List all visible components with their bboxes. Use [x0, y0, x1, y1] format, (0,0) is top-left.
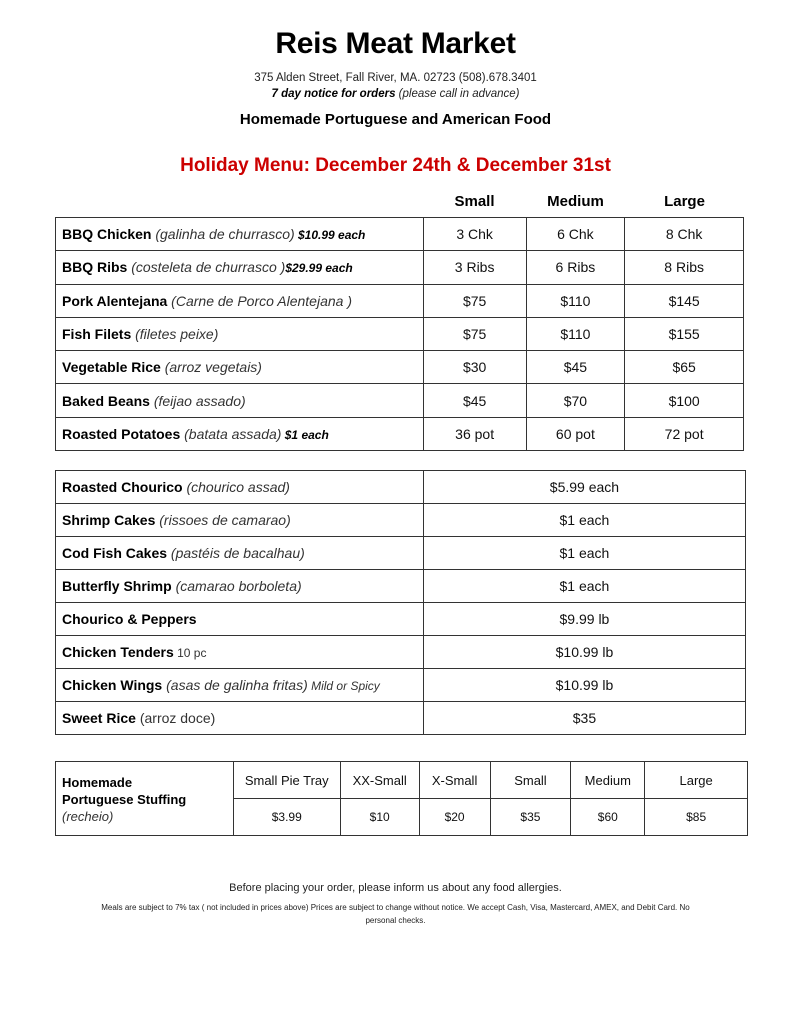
medium-value: 6 Ribs [526, 251, 625, 284]
item-name: Roasted Chourico [62, 479, 183, 495]
stuffing-translation: (recheio) [62, 809, 114, 824]
item-translation: (costeleta de churrasco ) [127, 259, 286, 276]
menu-row [56, 417, 744, 450]
stuffing-price: $10 [340, 799, 419, 836]
large-value: 72 pot [625, 417, 744, 450]
item-price: $1 each [423, 504, 745, 537]
stuffing-table [55, 761, 748, 836]
item-name: Baked Beans [62, 392, 150, 409]
menu-row [56, 251, 744, 284]
item-translation: (camarao borboleta) [171, 578, 302, 594]
medium-value: $70 [526, 384, 625, 417]
extras-menu-table [55, 470, 746, 735]
item-cell [56, 537, 424, 570]
terms-notice: Meals are subject to 7% tax ( not included in prices above) Prices are subject to change without notice. We accept Cash, Visa, Mastercard, AMEX, and Debit Card. No personal checks. [101, 903, 690, 925]
small-value: $30 [423, 351, 526, 384]
item-cell [56, 702, 424, 735]
menu-row [56, 284, 744, 317]
item-name: Vegetable Rice [62, 359, 161, 376]
item-price: $1 each [423, 537, 745, 570]
small-value: $75 [423, 284, 526, 317]
small-value: 36 pot [423, 417, 526, 450]
holiday-menu-title: Holiday Menu: December 24th & December 31st [180, 155, 611, 176]
item-note: Mild or Spicy [307, 679, 380, 693]
item-price: $35 [423, 702, 745, 735]
medium-value: $110 [526, 284, 625, 317]
stuffing-price: $20 [419, 799, 490, 836]
large-value: $65 [625, 351, 744, 384]
item-translation: (rissoes de camarao) [155, 512, 291, 528]
item-translation: (feijao assado) [149, 392, 246, 409]
item-cell [56, 471, 424, 504]
item-cell [56, 636, 424, 669]
store-address: 375 Alden Street, Fall River, MA. 02723 (508).678.3401 [254, 72, 537, 84]
size-headers [0, 193, 791, 213]
extras-row [56, 603, 746, 636]
item-price-note: $10.99 each [294, 228, 366, 243]
item-price: $10.99 lb [423, 669, 745, 702]
item-price: $1 each [423, 570, 745, 603]
item-name: Pork Alentejana [62, 292, 168, 309]
item-cell [56, 251, 424, 284]
size-header-medium: Medium [547, 193, 604, 210]
item-translation: (Carne de Porco Alentejana ) [167, 292, 352, 309]
main-menu-table [55, 217, 744, 451]
stuffing-name-line2: Portuguese Stuffing [62, 792, 187, 807]
item-translation: (filetes peixe) [131, 326, 219, 343]
medium-value: 60 pot [526, 417, 625, 450]
item-name: Chourico & Peppers [62, 611, 197, 627]
stuffing-size: Small Pie Tray [233, 762, 340, 799]
order-notice-detail: (please call in advance) [395, 88, 520, 100]
item-cell [56, 603, 424, 636]
store-tagline: Homemade Portuguese and American Food [239, 111, 552, 128]
extras-row [56, 669, 746, 702]
item-name: Chicken Wings [62, 677, 163, 693]
menu-row [56, 384, 744, 417]
menu-row [56, 351, 744, 384]
item-name: Shrimp Cakes [62, 512, 156, 528]
size-header-large: Large [664, 193, 705, 210]
stuffing-size: Medium [571, 762, 645, 799]
item-note: 10 pc [173, 646, 207, 660]
item-cell [56, 384, 424, 417]
stuffing-size: Small [490, 762, 571, 799]
item-cell [56, 218, 424, 251]
item-translation: (chourico assad) [182, 479, 290, 495]
item-name: BBQ Chicken [62, 226, 152, 243]
allergy-notice: Before placing your order, please inform us about any food allergies. [229, 882, 562, 894]
small-value: $75 [423, 317, 526, 350]
stuffing-label [56, 762, 234, 836]
item-note: (arroz doce) [135, 710, 216, 726]
stuffing-price: $35 [490, 799, 571, 836]
item-cell [56, 351, 424, 384]
item-cell [56, 317, 424, 350]
order-notice-bold: 7 day notice for orders [271, 88, 396, 100]
item-name: Fish Filets [62, 326, 132, 343]
item-name: Chicken Tenders [62, 644, 174, 660]
large-value: $155 [625, 317, 744, 350]
small-value: 3 Chk [423, 218, 526, 251]
item-translation: (batata assada) [180, 425, 282, 442]
item-translation: (galinha de churrasco) [151, 226, 295, 243]
item-price-note: $1 each [281, 427, 329, 442]
extras-row [56, 702, 746, 735]
item-price: $5.99 each [423, 471, 745, 504]
extras-row [56, 471, 746, 504]
large-value: 8 Chk [625, 218, 744, 251]
stuffing-price: $3.99 [233, 799, 340, 836]
item-name: Cod Fish Cakes [62, 545, 168, 561]
large-value: $145 [625, 284, 744, 317]
large-value: $100 [625, 384, 744, 417]
stuffing-price: $60 [571, 799, 645, 836]
item-name: Sweet Rice [62, 710, 136, 726]
stuffing-size-row [56, 762, 748, 799]
item-cell [56, 284, 424, 317]
item-cell [56, 417, 424, 450]
medium-value: $110 [526, 317, 625, 350]
item-cell [56, 669, 424, 702]
item-translation: (arroz vegetais) [160, 359, 262, 376]
menu-row [56, 218, 744, 251]
stuffing-size: Large [645, 762, 748, 799]
stuffing-size: X-Small [419, 762, 490, 799]
small-value: 3 Ribs [423, 251, 526, 284]
medium-value: $45 [526, 351, 625, 384]
item-translation: (asas de galinha fritas) [162, 677, 308, 693]
item-name: Roasted Potatoes [62, 425, 181, 442]
item-name: BBQ Ribs [62, 259, 128, 276]
extras-row [56, 636, 746, 669]
order-notice [0, 88, 791, 100]
menu-row [56, 317, 744, 350]
stuffing-size: XX-Small [340, 762, 419, 799]
stuffing-name-line1: Homemade [62, 775, 133, 790]
item-cell [56, 504, 424, 537]
item-cell [56, 570, 424, 603]
item-price: $9.99 lb [423, 603, 745, 636]
size-header-small: Small [454, 193, 495, 210]
item-price: $10.99 lb [423, 636, 745, 669]
store-title: Reis Meat Market [275, 27, 516, 60]
large-value: 8 Ribs [625, 251, 744, 284]
extras-row [56, 537, 746, 570]
item-price-note: $29.99 each [285, 261, 353, 276]
item-translation: (pastéis de bacalhau) [167, 545, 305, 561]
extras-row [56, 570, 746, 603]
medium-value: 6 Chk [526, 218, 625, 251]
item-name: Butterfly Shrimp [62, 578, 172, 594]
extras-row [56, 504, 746, 537]
small-value: $45 [423, 384, 526, 417]
stuffing-price: $85 [645, 799, 748, 836]
